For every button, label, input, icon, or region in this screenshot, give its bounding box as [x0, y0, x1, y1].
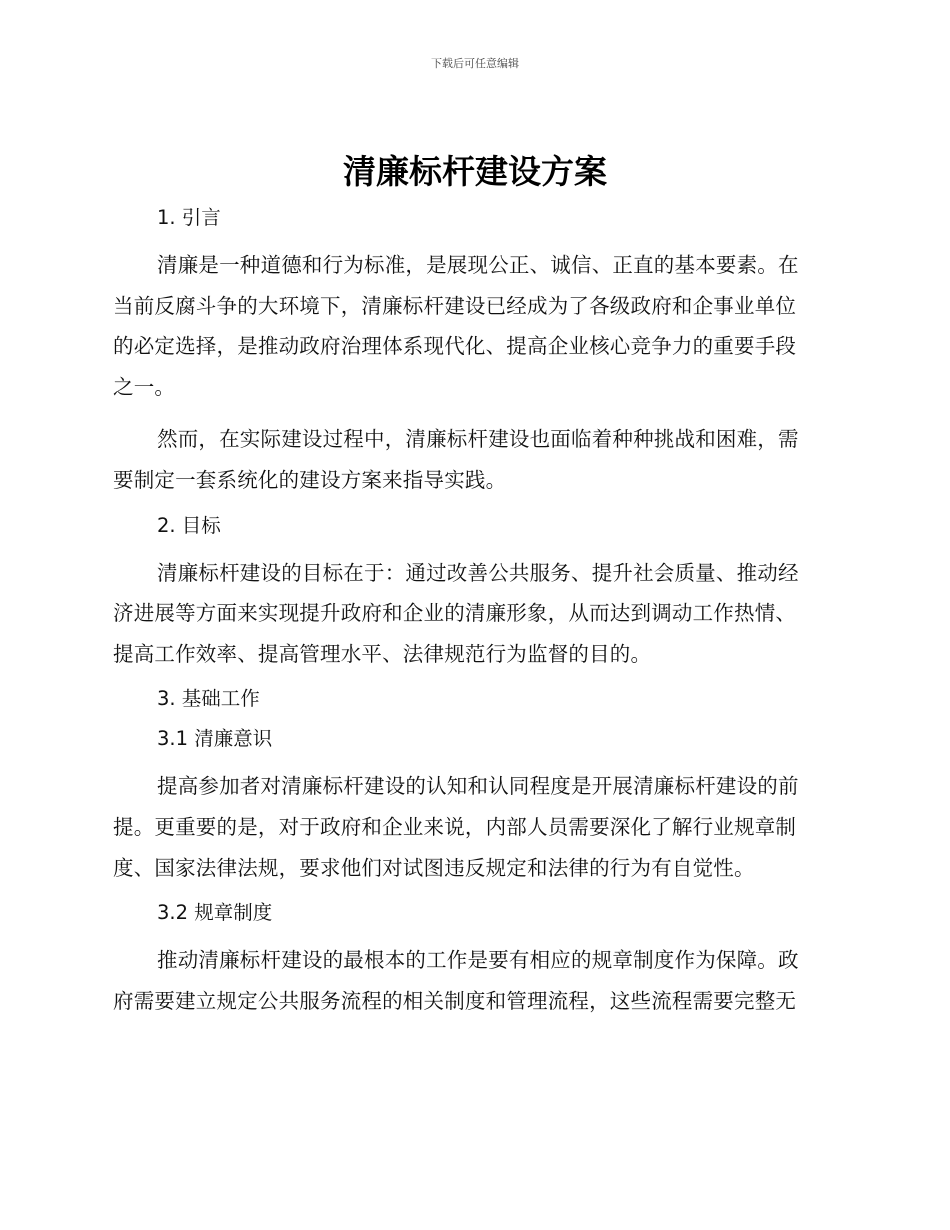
paragraph-line: 之一。 — [113, 374, 176, 399]
paragraph-line: 清廉标杆建设的目标在于：通过改善公共服务、提升社会质量、推动经 — [157, 560, 799, 585]
section-heading-introduction: 1. 引言 — [157, 206, 221, 229]
paragraph-line: 府需要建立规定公共服务流程的相关制度和管理流程，这些流程需要完整无 — [113, 988, 797, 1013]
section-heading-basic-work: 3. 基础工作 — [157, 687, 260, 711]
paragraph-line: 推动清廉标杆建设的最根本的工作是要有相应的规章制度作为保障。政 — [157, 948, 799, 973]
paragraph-line: 要制定一套系统化的建设方案来指导实践。 — [113, 467, 507, 492]
paragraph-line: 提高参加者对清廉标杆建设的认知和认同程度是开展清廉标杆建设的前 — [157, 774, 799, 799]
paragraph-line: 度、国家法律法规，要求他们对试图违反规定和法律的行为有自觉性。 — [113, 855, 755, 880]
paragraph-line: 清廉是一种道德和行为标准，是展现公正、诚信、正直的基本要素。在 — [157, 253, 799, 277]
paragraph — [113, 766, 831, 888]
document-body — [113, 196, 831, 1033]
paragraph-line: 提。更重要的是，对于政府和企业来说，内部人员需要深化了解行业规章制 — [113, 814, 797, 839]
paragraph-line: 当前反腐斗争的大环境下，清廉标杆建设已经成为了各级政府和企事业单位 — [113, 293, 797, 318]
paragraph-line: 然而，在实际建设过程中，清廉标杆建设也面临着种种挑战和困难，需 — [157, 427, 799, 452]
paragraph — [113, 419, 831, 500]
paragraph — [113, 553, 831, 675]
paragraph-line: 的必定选择，是推动政府治理体系现代化、提高企业核心竞争力的重要手段 — [113, 334, 797, 359]
paragraph — [113, 940, 831, 1021]
paragraph-line: 济进展等方面来实现提升政府和企业的清廉形象，从而达到调动工作热情、 — [113, 601, 797, 626]
paragraph-line: 提高工作效率、提高管理水平、法律规范行为监督的目的。 — [113, 641, 652, 666]
section-heading-goals: 2. 目标 — [157, 513, 221, 537]
document-title: 清廉标杆建设方案 — [343, 152, 607, 191]
paragraph — [113, 245, 831, 407]
section-heading-regulations: 3.2 规章制度 — [157, 901, 273, 925]
section-heading-integrity-awareness: 3.1 清廉意识 — [157, 727, 273, 751]
page-header-note: 下载后可任意编辑 — [431, 57, 519, 70]
